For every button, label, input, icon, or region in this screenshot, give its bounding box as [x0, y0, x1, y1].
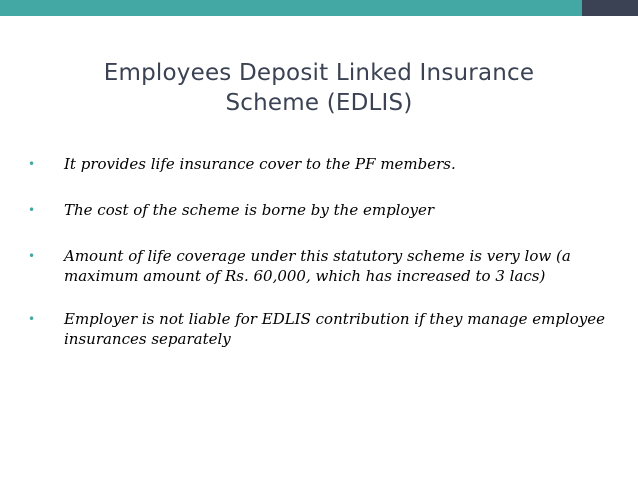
bullet-dot-icon: • [28, 312, 36, 326]
navy-accent-stripe [582, 0, 638, 16]
bullet-dot-icon: • [28, 157, 36, 171]
bullet-text: Amount of life coverage under this statutory scheme is very low (a maximum amount of Rs. 60,000, which has increased to 3 lacs) [64, 247, 571, 285]
slide-title [0, 58, 638, 118]
bullet-item [28, 246, 618, 286]
bullet-text: It provides life insurance cover to the PF members. [64, 155, 456, 173]
bullet-item [28, 154, 618, 174]
bullet-dot-icon: • [28, 203, 36, 217]
slide-title-line-2: Scheme (EDLIS) [225, 90, 413, 116]
bullet-dot-icon: • [28, 249, 36, 263]
top-accent-bar [0, 0, 638, 16]
bullet-text: The cost of the scheme is borne by the employer [64, 201, 435, 219]
slide-title-line-1: Employees Deposit Linked Insurance [103, 60, 535, 86]
bullet-item [28, 200, 618, 220]
bullet-item [28, 309, 618, 349]
bullet-text: Employer is not liable for EDLIS contribution if they manage employee insurances separately [64, 310, 605, 348]
bullet-list [28, 154, 618, 349]
teal-accent-stripe [0, 0, 582, 16]
